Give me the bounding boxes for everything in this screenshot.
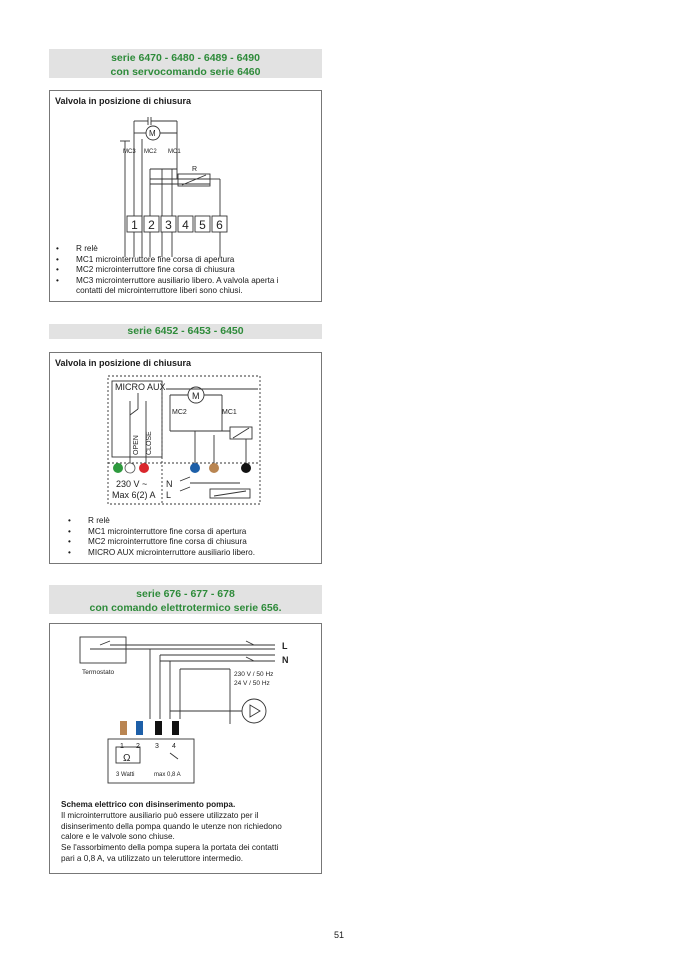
description-line: Il microinterruttore ausiliario può essere utilizzato per il	[61, 810, 259, 820]
motor-label: M	[149, 129, 156, 138]
l-label: L	[166, 490, 172, 500]
section3-wiring-diagram	[50, 629, 323, 799]
section2-header	[49, 324, 322, 339]
terminal-blue	[190, 463, 200, 473]
section3-header-line2: con comando elettrotermico serie 656.	[89, 602, 282, 614]
section2-box-title: Valvola in posizione di chiusura	[55, 358, 192, 368]
mc2-label: MC2	[144, 149, 157, 155]
n-label: N	[282, 655, 289, 665]
l-label: L	[282, 641, 288, 651]
max-current-label: max 0,8 A	[154, 772, 181, 778]
terminal-3-label: 3	[155, 743, 159, 750]
voltage-label: 230 V ~	[116, 479, 148, 489]
legend-item: • MC1 microinterruttore fine corsa di apertura	[68, 527, 308, 538]
section1-wiring-diagram	[50, 109, 323, 257]
mc1-label: MC1	[222, 409, 237, 416]
legend-item: • MC2 microinterruttore fine corsa di chiusura	[56, 265, 306, 276]
description-title: Schema elettrico con disinserimento pompa.	[61, 800, 236, 809]
s1-terminal-1: 1	[131, 218, 138, 232]
n-label: N	[166, 479, 173, 489]
watts-label: 3 Watti	[116, 772, 135, 778]
thermostat-label: Termostato	[82, 669, 115, 676]
legend-item: • MC3 microinterruttore ausiliario libero. A valvola aperta i contatti del microinterruttore liberi sono chiusi.	[56, 276, 306, 297]
description-line: pari a 0,8 A, va utilizzato un teleruttore intermedio.	[61, 853, 244, 863]
terminal-2-label: 2	[136, 743, 140, 750]
section3-description	[61, 800, 316, 865]
section1-header-line1: serie 6470 - 6480 - 6489 - 6490	[111, 52, 260, 64]
s1-terminal-3: 3	[165, 218, 172, 232]
wire-black	[155, 721, 162, 735]
micro-aux-label: MICRO AUX	[115, 382, 166, 392]
section2-header-line: serie 6452 - 6453 - 6450	[127, 325, 244, 337]
section2-legend	[68, 516, 308, 558]
mc3-label: MC3	[123, 149, 136, 155]
voltage-24-label: 24 V / 50 Hz	[234, 680, 270, 687]
motor-label: M	[192, 391, 200, 401]
section2-box	[49, 352, 322, 564]
section1-header-line2: con servocomando serie 6460	[110, 66, 261, 78]
description-line: Se l'assorbimento della pompa supera la portata dei contatti	[61, 843, 279, 853]
s1-terminal-2: 2	[148, 218, 155, 232]
mc2-label: MC2	[172, 409, 187, 416]
section3-header-line1: serie 676 - 677 - 678	[136, 588, 235, 600]
legend-item: • MC1 microinterruttore fine corsa di apertura	[56, 255, 306, 266]
section1-terminal-block	[126, 215, 236, 233]
section3-header	[49, 585, 322, 614]
mc1-label: MC1	[168, 149, 181, 155]
wire-blue	[136, 721, 143, 735]
terminal-black	[241, 463, 251, 473]
description-line: calore e le valvole sono chiuse.	[61, 832, 175, 842]
page-number: 51	[333, 930, 344, 940]
s1-terminal-6: 6	[216, 218, 223, 232]
s1-terminal-5: 5	[199, 218, 206, 232]
wire-brown	[120, 721, 127, 735]
section1-legend	[56, 244, 306, 297]
terminal-green	[113, 463, 123, 473]
terminal-white	[125, 463, 135, 473]
legend-item: • R relè	[56, 244, 306, 255]
terminal-4-label: 4	[172, 743, 176, 750]
ohm-symbol: Ω	[123, 753, 131, 764]
section1-box-title: Valvola in posizione di chiusura	[55, 96, 192, 106]
description-line: disinserimento della pompa quando le utenze non richiedono	[61, 821, 282, 831]
max-current-label: Max 6(2) A	[112, 490, 156, 500]
legend-item: • MC2 microinterruttore fine corsa di chiusura	[68, 537, 308, 548]
section3-box	[49, 623, 322, 874]
close-label: CLOSE	[146, 431, 153, 455]
wire-black	[172, 721, 179, 735]
relay-label: R	[192, 166, 198, 173]
open-label: OPEN	[133, 435, 140, 455]
section1-header	[49, 49, 322, 78]
section2-wiring-diagram	[50, 371, 323, 506]
legend-item: • MICRO AUX microinterruttore ausiliario libero.	[68, 548, 308, 559]
section1-box	[49, 90, 322, 302]
legend-item: • R relè	[68, 516, 308, 527]
voltage-230-label: 230 V / 50 Hz	[234, 671, 274, 678]
terminal-red	[139, 463, 149, 473]
s1-terminal-4: 4	[182, 218, 189, 232]
terminal-1-label: 1	[120, 743, 124, 750]
terminal-brown	[209, 463, 219, 473]
